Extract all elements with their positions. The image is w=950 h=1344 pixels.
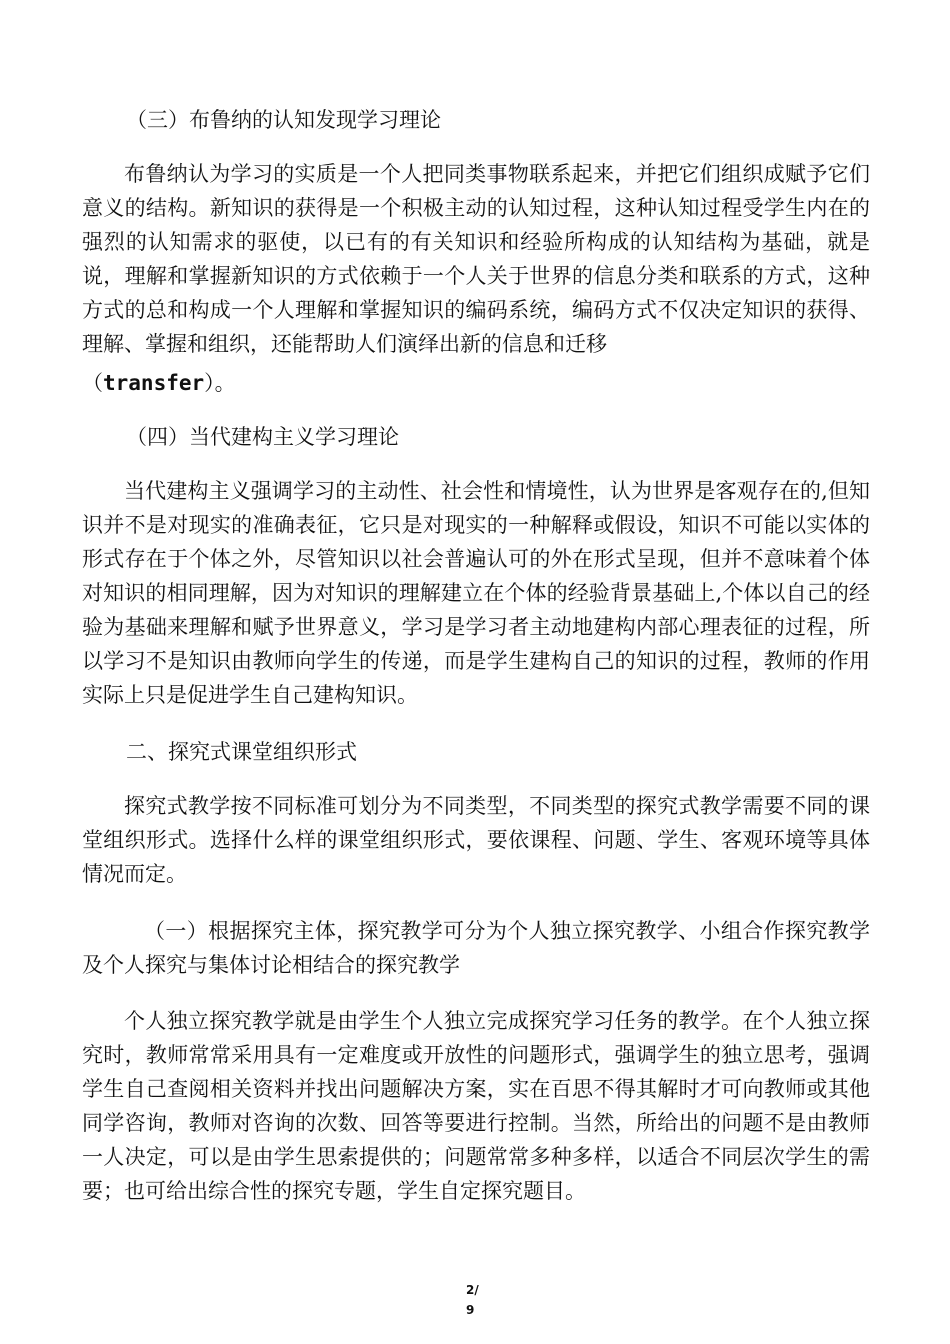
section-heading-constructivism: （四）当代建构主义学习理论 [126,425,399,449]
paren-open: （ [82,371,103,395]
section-heading-bruner: （三）布鲁纳的认知发现学习理论 [126,108,441,132]
page-number [466,1280,490,1320]
paragraph-inquiry-forms: 探究式教学按不同标准可划分为不同类型，不同类型的探究式教学需要不同的课堂组织形式。选择什么样的课堂组织形式，要依课程、问题、学生、客观环境等具体情况而定。 [82,794,870,886]
page-number-line2: 9 [466,1303,475,1317]
paragraph-bruner-text: 布鲁纳认为学习的实质是一个人把同类事物联系起来，并把它们组织成赋予它们意义的结构。新知识的获得是一个积极主动的认知过程，这种认知过程受学生内在的强烈的认知需求的驱使，以已有的有关知识和经验所构成的认知结构为基础，就是说，理解和掌握新知识的方式依赖于一个人关于世界的信息分类和联系的方式，这种方式的总和构成一个人理解和掌握知识的编码系统，编码方式不仅决定知识的获得、理解、掌握和组织，还能帮助人们演绎出新的信息和迁移 [82,162,870,356]
paragraph-individual-inquiry: 个人独立探究教学就是由学生个人独立完成探究学习任务的教学。在个人独立探究时，教师常常采用具有一定难度或开放性的问题形式，强调学生的独立思考，强调学生自己查阅相关资料并找出问题解决方案，实在百思不得其解时才可向教师或其他同学咨询，教师对咨询的次数、回答等要进行控制。当然，所给出的问题不是由教师一人决定，可以是由学生思索提供的；问题常常多种多样，以适合不同层次学生的需要；也可给出综合性的探究专题，学生自定探究题目。 [82,1009,870,1203]
section-heading-inquiry-subject: （一）根据探究主体，探究教学可分为个人独立探究教学、小组合作探究教学及个人探究与集体讨论相结合的探究教学 [82,919,870,977]
section-heading-inquiry-forms: 二、探究式课堂组织形式 [126,740,357,764]
paragraph-bruner-tail [82,366,870,400]
paragraph-bruner [82,157,870,361]
paragraph-constructivism: 当代建构主义强调学习的主动性、社会性和情境性，认为世界是客观存在的,但知识并不是对现实的准确表征，它只是对现实的一种解释或假设，知识不可能以实体的形式存在于个体之外，尽管知识以社会普遍认可的外在形式呈现，但并不意味着个体对知识的相同理解，因为对知识的理解建立在个体的经验背景基础上,个体以自己的经验为基础来理解和赋予世界意义，学习是学习者主动地建构内部心理表征的过程，所以学习不是知识由教师向学生的传递，而是学生建构自己的知识的过程，教师的作用实际上只是促进学生自己建构知识。 [82,479,870,707]
paren-close: ）。 [204,371,236,395]
term-transfer: transfer [103,371,205,395]
page-number-line1: 2/ [466,1283,479,1297]
